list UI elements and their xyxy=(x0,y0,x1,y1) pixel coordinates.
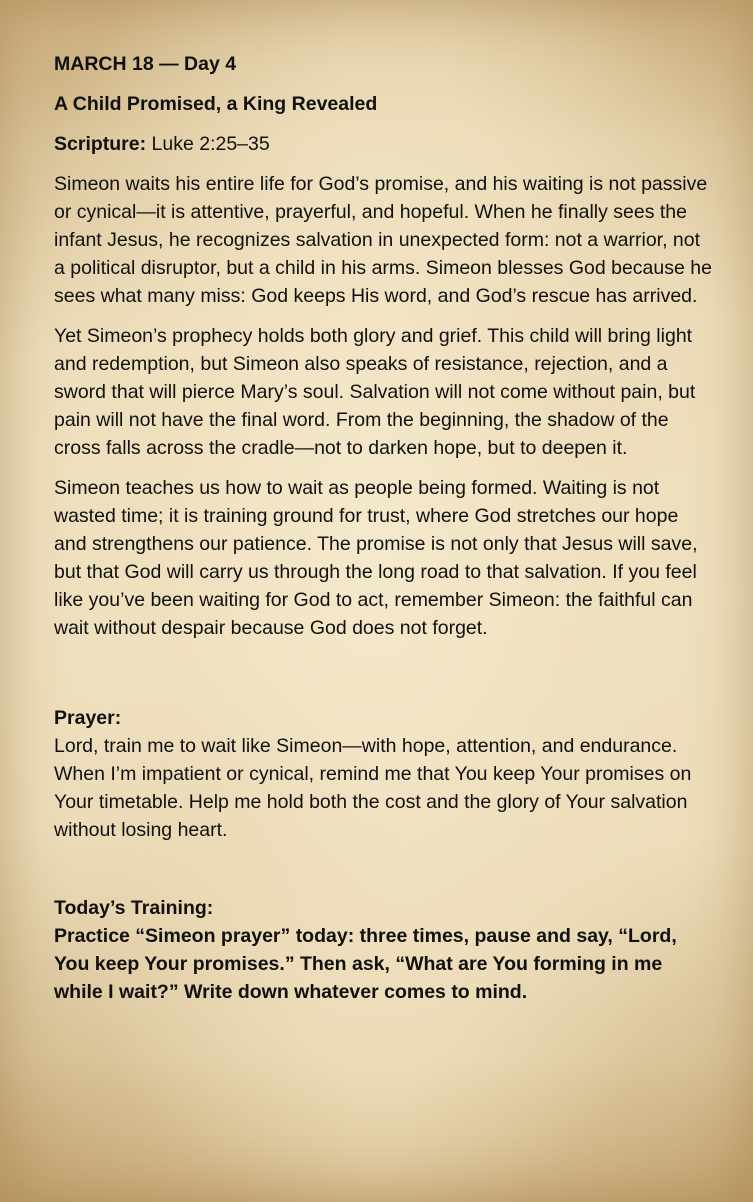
body-paragraph-1: Simeon waits his entire life for God’s promise, and his waiting is not passive or cynical—it is attentive, prayerful, and hopeful. When he finally sees the infant Jesus, he recognizes salvation in unexpected form: not a warrior, not a political disruptor, but a child in his arms. Simeon blesses God because he sees what many miss: God keeps His word, and God’s rescue has arrived. xyxy=(54,173,712,307)
scripture-reference: Luke 2:25–35 xyxy=(146,133,270,155)
prayer-text: Lord, train me to wait like Simeon—with hope, attention, and endurance. When I’m impatient or cynical, remind me that You keep Your promises on Your timetable. Help me hold both the cost and the glory of Your salvation without losing heart. xyxy=(54,735,692,841)
body-paragraph-3: Simeon teaches us how to wait as people being formed. Waiting is not wasted time; it is training ground for trust, where God stretches our hope and strengthens our patience. The promise is not only that Jesus will save, but that God will carry us through the long road to that salvation. If you feel like you’ve been waiting for God to act, remember Simeon: the faithful can wait without despair because God does not forget. xyxy=(54,477,698,639)
section-spacer xyxy=(54,844,714,894)
prayer-label: Prayer: xyxy=(54,707,122,729)
date-heading: MARCH 18 — Day 4 xyxy=(54,53,237,75)
devotional-title: A Child Promised, a King Revealed xyxy=(54,93,378,115)
scripture-label: Scripture: xyxy=(54,133,147,155)
section-spacer xyxy=(54,654,714,704)
training-label: Today’s Training: xyxy=(54,897,214,919)
devotional-page xyxy=(54,50,714,1006)
body-paragraph-2: Yet Simeon’s prophecy holds both glory and grief. This child will bring light and redemption, but Simeon also speaks of resistance, rejection, and a sword that will pierce Mary’s soul. Salvation will not come without pain, but pain will not have the final word. From the beginning, the shadow of the cross falls across the cradle—not to darken hope, but to deepen it. xyxy=(54,325,696,459)
training-text: Practice “Simeon prayer” today: three times, pause and say, “Lord, You keep Your promises.” Then ask, “What are You forming in me while I wait?” Write down whatever comes to mind. xyxy=(54,925,677,1003)
scripture-line xyxy=(54,130,714,158)
